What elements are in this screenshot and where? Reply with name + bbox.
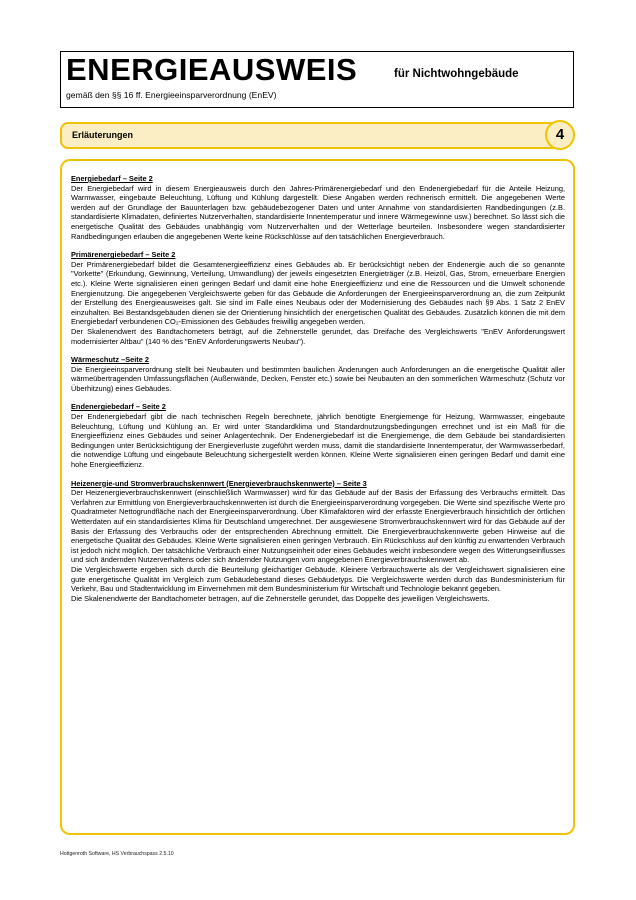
section-heading: Endenergiebedarf – Seite 2 (71, 402, 166, 412)
header-box (60, 51, 574, 108)
section-waermeschutz (71, 355, 565, 393)
section-title-bar (60, 122, 560, 149)
section-paragraph: Der Skalenendwert des Bandtachometers beträgt, auf die Zehnerstelle gerundet, das Dreifache des Vergleichswerts "EnEV Anforderungswert modernisierter Altbau" (140 % des "EnEV Anforderungswerts Neubau"). (71, 326, 565, 346)
document-subtitle: gemäß den §§ 16 ff. Energieeinsparverordnung (EnEV) (66, 90, 277, 100)
document-title: ENERGIEAUSWEIS (66, 52, 358, 87)
section-verbrauchskennwerte (71, 479, 565, 604)
building-type-label: für Nichtwohngebäude (394, 68, 519, 80)
section-title: Erläuterungen (72, 130, 134, 140)
section-heading: Energiebedarf – Seite 2 (71, 174, 153, 183)
section-primaerenergiebedarf (71, 250, 565, 346)
section-energiebedarf (71, 174, 565, 241)
explanations-content-box (60, 159, 575, 835)
section-paragraph: Die Energieeinsparverordnung stellt bei Neubauten und bestimmten baulichen Änderungen auch Anforderungen an die energetische Qualität aller wärmeübertragenden Umfassungsflächen (Außenwände, Decken, Fenster etc.) sowie bei Neubauten an den sommerlichen Wärmeschutz (Schutz vor Überhitzung) eines Gebäudes. (71, 364, 565, 393)
section-heading: Heizenergie-und Stromverbrauchskennwert (Energieverbrauchskennwerte) – Seite 3 (71, 478, 367, 488)
page-number-badge: 4 (545, 120, 575, 150)
section-heading: Primärenergiebedarf – Seite 2 (71, 250, 176, 260)
section-endenergiebedarf (71, 402, 565, 469)
section-heading: Wärmeschutz –Seite 2 (71, 355, 150, 365)
section-paragraph: Die Vergleichswerte ergeben sich durch die Beurteilung gleichartiger Gebäude. Kleinere Verbrauchswerte als der Vergleichswert signalisieren eine gute energetische Qualität im Vergleich zum Gebäudebestand dieses Gebäudetyps. Die Vergleichswerte werden durch das Bundesministerium für Verkehr, Bau und Stadtentwicklung im Einvernehmen mit dem Bundesministerium für Wirtschaft und Technologie bekannt gegeben. (71, 564, 565, 594)
section-paragraph: Die Skalenendwerte der Bandtachometer betragen, auf die Zehnerstelle gerundet, das Doppelte des jeweiligen Vergleichswerts. (71, 593, 490, 603)
footer-software-note: Hottgenroth Software, HS Verbrauchspass 2.5.10 (60, 851, 174, 857)
section-paragraph: Der Heizenergieverbrauchskennwert (einschließlich Warmwasser) wird für das Gebäude auf der Basis der Erfassung des Verbrauchs ermittelt. Das Verfahren zur Ermittlung von Energieverbrauchskennwerten ist durch die Energieeinsparverordnung vorgegeben. Die Werte sind spezifische Werte pro Quadratmeter Nettogrundfläche nach der Energieeinsparverordnung. Über Klimafaktoren wird der erfasste Energieverbrauch hinsichtlich der örtlichen Wetterdaten auf ein standardisiertes Klima für Deutschland umgerechnet. Der ausgewiesene Stromverbrauchskennwert wird für das Gebäude auf der Basis der Erfassung des Verbrauchs oder der entsprechenden Abrechnung ermittelt. Die Energieverbrauchskennwerte geben Hinweise auf die energetische Qualität des Gebäudes. Kleine Werte signalisieren einen geringen Verbrauch. Ein Rückschluss auf den künftig zu erwartenden Verbrauch ist jedoch nicht möglich. Der tatsächliche Verbrauch einer Nutzungseinheit oder eines Gebäudes weicht insbesondere wegen des Witterungseinflusses und sich ändernden Nutzerverhaltens oder sich ändernder Nutzungen vom angegebenen Energieverbrauchskennwert ab. (71, 488, 565, 565)
section-paragraph: Der Endenergiebedarf gibt die nach technischen Regeln berechnete, jährlich benötigte Energiemenge für Heizung, Warmwasser, eingebaute Beleuchtung, Lüftung und Kühlung an. Er wird unter Standardklima und Standardnutzungsbedingungen errechnet und ist ein Maß für die Energieeffizienz eines Gebäudes und seiner Anlagentechnik. Der Endenergiebedarf ist die Energiemenge, die dem Gebäude bei standardisierten Bedingungen unter Berücksichtigung der Energieverluste zugeführt werden muss, damit die standardisierte Innentemperatur, der Warmwasserbedarf, die notwendige Lüftung und eingebaute Beleuchtung sichergestellt werden können. Kleine Werte signalisieren einen geringen Bedarf und damit eine hohe Energieeffizienz. (71, 412, 565, 470)
section-paragraph: Der Primärenergiebedarf bildet die Gesamtenergieeffizienz eines Gebäudes ab. Er berücksichtigt neben der Endenergie auch die so genannte "Vorkette" (Erkundung, Gewinnung, Verteilung, Umwandlung) der jeweils eingesetzten Energieträger (z.B. Heizöl, Gas, Strom, erneuerbare Energien etc.). Kleine Werte signalisieren einen geringen Bedarf und damit eine hohe Energieeffizienz und eine die Ressourcen und die Umwelt schonende Energienutzung. Die angegebenen Vergleichswerte geben für das Gebäude die Anforderungen der Energieeinsparverordnung an, die zum Zeitpunkt der Erstellung des Energieausweises galt. Sie sind im Falle eines Neubaus oder der Modernisierung des Gebäudes nach §9 Abs. 1 Satz 2 EnEV einzuhalten. Bei Bestandsgebäuden dienen sie der Orientierung hinsichtlich der energetischen Qualität des Gebäudes. Zusätzlich können die mit dem Energiebedarf verbundenen CO₂-Emissionen des Gebäudes freiwillig angegeben werden. (71, 259, 565, 327)
section-paragraph: Der Energiebedarf wird in diesem Energieausweis durch den Jahres-Primärenergiebedarf und den Endenergiebedarf für die Anteile Heizung, Warmwasser, eingebaute Beleuchtung, Lüftung und Kühlung dargestellt. Diese Angaben werden rechnerisch ermittelt. Die angegebenen Werte werden auf der Grundlage der Bauunterlagen bzw. gebäudebezogener Daten und unter Annahme von standardisierten Randbedingungen (z.B. standardisierte Klimadaten, definiertes Nutzerverhalten, standardisierte Innentemperatur und innere Wärmegewinne usw.) berechnet. So lässt sich die energetische Qualität des Gebäudes unabhängig vom Nutzerverhalten und der Wetterlage beurteilen. Insbesondere wegen standardisierter Randbedingungen erlauben die angegebenen Werte keine Rückschlüsse auf den tatsächlichen Energieverbrauch. (71, 183, 565, 241)
